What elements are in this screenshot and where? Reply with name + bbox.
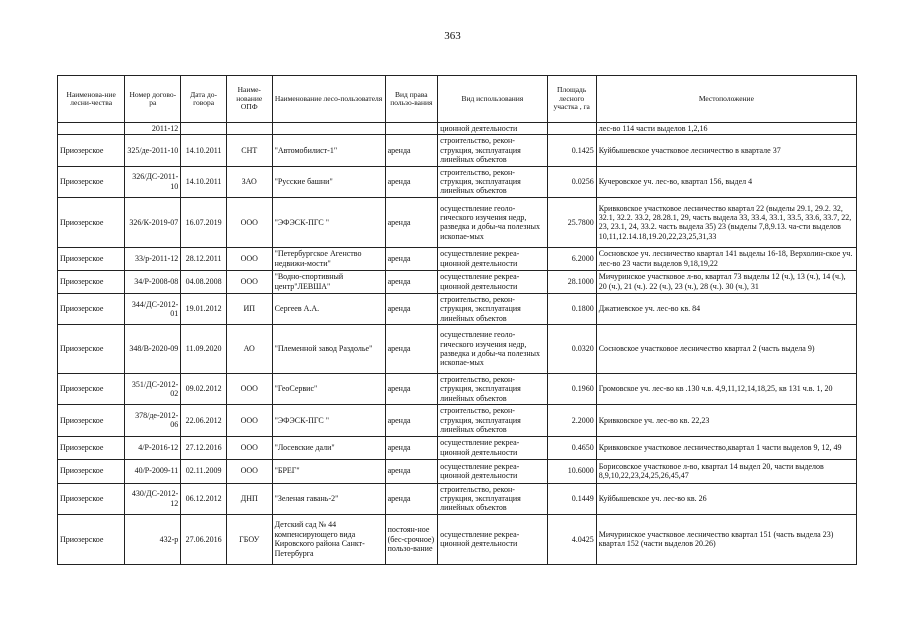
cell-opf: ООО xyxy=(226,405,272,436)
cell-area: 25.7800 xyxy=(547,197,596,247)
cell-forestry: Приозерское xyxy=(58,270,125,293)
cell-opf: СНТ xyxy=(226,135,272,166)
cell-forest-user: Детский сад № 44 компенсирующего вида Кировского района Санкт-Петербурга xyxy=(272,514,385,564)
cell-contract-date: 06.12.2012 xyxy=(181,483,227,514)
cell-contract-date: 27.12.2016 xyxy=(181,436,227,459)
cell-opf: ИП xyxy=(226,293,272,324)
cell-forestry: Приозерское xyxy=(58,247,125,270)
cell-opf: ДНП xyxy=(226,483,272,514)
lease-register-table xyxy=(57,75,857,565)
cell-right-type: аренда xyxy=(385,459,438,483)
cell-area: 0.0320 xyxy=(547,325,596,374)
cell-forestry: Приозерское xyxy=(58,293,125,324)
cell-contract-date: 14.10.2011 xyxy=(181,135,227,166)
table-row xyxy=(58,247,857,270)
cell-area: 28.1000 xyxy=(547,270,596,293)
cell-contract-number: 325/де-2011-10 xyxy=(125,135,181,166)
cell-use-type: осуществление рекреа-ционной деятельности xyxy=(438,459,548,483)
cell-forestry: Приозерское xyxy=(58,135,125,166)
cell-forest-user: "Водно-спортивный центр"ЛЕВША" xyxy=(272,270,385,293)
cell-location: Кучеровское уч. лес-во, квартал 156, выдел 4 xyxy=(596,166,856,197)
cell-right-type: аренда xyxy=(385,405,438,436)
cell-use-type: строительство, рекон-струкция, эксплуатация линейных объектов xyxy=(438,293,548,324)
page-number: 363 xyxy=(444,30,461,42)
cell-contract-number: 351/ДС-2012-02 xyxy=(125,374,181,405)
cell-forestry: Приозерское xyxy=(58,459,125,483)
cell-forest-user: "БРЕГ" xyxy=(272,459,385,483)
cell-forest-user: "Автомобилист-1" xyxy=(272,135,385,166)
cell-location: Куйбышевское уч. лес-во кв. 26 xyxy=(596,483,856,514)
cell-opf: ООО xyxy=(226,270,272,293)
header-location: Местоположение xyxy=(596,76,856,123)
cell-use-type: строительство, рекон-струкция, эксплуатация линейных объектов xyxy=(438,166,548,197)
cell-area: 10.6000 xyxy=(547,459,596,483)
cell-right-type: аренда xyxy=(385,135,438,166)
cell-contract-number: 326/К-2019-07 xyxy=(125,197,181,247)
cell-contract-date: 14.10.2011 xyxy=(181,166,227,197)
table-row xyxy=(58,293,857,324)
cell-forestry: Приозерское xyxy=(58,436,125,459)
cell-location: Мичуринское участковое лесничество квартал 151 (часть выдела 23) квартал 152 (части выделов 20.26) xyxy=(596,514,856,564)
cell-use-type: осуществление геоло-гического изучения недр, разведка и добы-ча полезных ископае-мых xyxy=(438,325,548,374)
cell-right-type: аренда xyxy=(385,374,438,405)
cell-forest-user: "Лосевские дали" xyxy=(272,436,385,459)
cell-opf: ООО xyxy=(226,459,272,483)
cell-contract-number: 378/де-2012-06 xyxy=(125,405,181,436)
cell-area: 4.0425 xyxy=(547,514,596,564)
cell-contract-date: 19.01.2012 xyxy=(181,293,227,324)
cell-forest-user: "Петербургское Агенство недвижи-мости" xyxy=(272,247,385,270)
header-opf: Наиме-нование ОПФ xyxy=(226,76,272,123)
cell-opf: АО xyxy=(226,325,272,374)
cell-right-type: аренда xyxy=(385,197,438,247)
cell-forest-user: "Русские башни" xyxy=(272,166,385,197)
cell-use-type: осуществление рекреа-ционной деятельности xyxy=(438,270,548,293)
table-row xyxy=(58,123,857,135)
cell-right-type: аренда xyxy=(385,270,438,293)
cell-use-type: ционной деятельности xyxy=(438,123,548,135)
cell-location: Кривковское участковое лесничество квартал 22 (выделы 29.1, 29.2. 32, 32.1, 32.2. 33.2, 28.28.1, 29, часть выдела 33, 33.4, 33.1, 33.5, 33.6, 33.7, 22, 23, 23.1, 24, 33.2. часть выдела 35) 23 (выделы 7,8,9.13. ча-сти выделов 10,11,12.14.18,19.20,22,23,25,31,33 xyxy=(596,197,856,247)
cell-opf: ООО xyxy=(226,436,272,459)
cell-contract-date xyxy=(181,123,227,135)
cell-location: Джатиевское уч. лес-во кв. 84 xyxy=(596,293,856,324)
table-row xyxy=(58,135,857,166)
cell-location: Кривковское участковое лесничество,квартал 1 части выделов 9, 12, 49 xyxy=(596,436,856,459)
cell-location: Сосновское уч. лесничество квартал 141 выделы 16-18, Верхолин-ское уч. лес-во 23 части выделов 9,18,19,22 xyxy=(596,247,856,270)
header-forestry: Наименова-ние лесни-чества xyxy=(58,76,125,123)
cell-contract-date: 02.11.2009 xyxy=(181,459,227,483)
cell-right-type: аренда xyxy=(385,166,438,197)
cell-forestry: Приозерское xyxy=(58,197,125,247)
cell-forest-user: "ГеоСервис" xyxy=(272,374,385,405)
cell-forest-user: "ЭФЭСК-ПГС " xyxy=(272,197,385,247)
cell-use-type: осуществление рекреа-ционной деятельности xyxy=(438,247,548,270)
cell-location: Сосновское участковое лесничество квартал 2 (часть выдела 9) xyxy=(596,325,856,374)
cell-location: Куйбышевское участковое лесничество в квартале 37 xyxy=(596,135,856,166)
cell-opf: ООО xyxy=(226,197,272,247)
cell-use-type: строительство, рекон-струкция, эксплуатация линейных объектов xyxy=(438,483,548,514)
cell-forestry: Приозерское xyxy=(58,405,125,436)
table-header-row xyxy=(58,76,857,123)
cell-right-type: аренда xyxy=(385,436,438,459)
table-row xyxy=(58,197,857,247)
cell-contract-number: 40/Р-2009-11 xyxy=(125,459,181,483)
cell-contract-number: 2011-12 xyxy=(125,123,181,135)
cell-contract-number: 33/р-2011-12 xyxy=(125,247,181,270)
header-use-type: Вид использования xyxy=(438,76,548,123)
header-contract-date: Дата до-говора xyxy=(181,76,227,123)
cell-right-type: аренда xyxy=(385,325,438,374)
table-row xyxy=(58,483,857,514)
cell-area: 0.4650 xyxy=(547,436,596,459)
cell-forestry: Приозерское xyxy=(58,166,125,197)
cell-forestry xyxy=(58,123,125,135)
cell-right-type xyxy=(385,123,438,135)
cell-contract-date: 11.09.2020 xyxy=(181,325,227,374)
cell-use-type: осуществление рекреа-ционной деятельности xyxy=(438,436,548,459)
cell-forestry: Приозерское xyxy=(58,514,125,564)
cell-contract-date: 28.12.2011 xyxy=(181,247,227,270)
cell-location: лес-во 114 части выделов 1,2,16 xyxy=(596,123,856,135)
cell-right-type: аренда xyxy=(385,293,438,324)
cell-area: 6.2000 xyxy=(547,247,596,270)
cell-forestry: Приозерское xyxy=(58,325,125,374)
cell-contract-number: 348/В-2020-09 xyxy=(125,325,181,374)
cell-area: 0.1960 xyxy=(547,374,596,405)
table-row xyxy=(58,514,857,564)
cell-area: 0.1425 xyxy=(547,135,596,166)
table-row xyxy=(58,374,857,405)
table-row xyxy=(58,325,857,374)
cell-location: Громовское уч. лес-во кв .130 ч.в. 4,9,11,12,14,18,25, кв 131 ч.в. 1, 20 xyxy=(596,374,856,405)
cell-opf: ЗАО xyxy=(226,166,272,197)
cell-contract-number: 430/ДС-2012-12 xyxy=(125,483,181,514)
cell-forest-user: Сергеев А.А. xyxy=(272,293,385,324)
cell-contract-date: 16.07.2019 xyxy=(181,197,227,247)
cell-contract-number: 4/Р-2016-12 xyxy=(125,436,181,459)
cell-forest-user: "ЭФЭСК-ПГС " xyxy=(272,405,385,436)
cell-opf: ООО xyxy=(226,247,272,270)
cell-contract-number: 432-р xyxy=(125,514,181,564)
header-contract-number: Номер догово-ра xyxy=(125,76,181,123)
cell-location: Кривковское уч. лес-во кв. 22,23 xyxy=(596,405,856,436)
header-area: Площадь лесного участка , га xyxy=(547,76,596,123)
cell-contract-number: 326/ДС-2011-10 xyxy=(125,166,181,197)
cell-location: Мичуринское участковое л-во, квартал 73 выделы 12 (ч.), 13 (ч.), 14 (ч.), 20 (ч.), 21 (ч.). 22 (ч.), 23 (ч.), 28 (ч.). 30 (ч.), 31 xyxy=(596,270,856,293)
cell-opf: ГБОУ xyxy=(226,514,272,564)
cell-area: 0.0256 xyxy=(547,166,596,197)
cell-right-type: аренда xyxy=(385,247,438,270)
cell-contract-number: 34/Р-2008-08 xyxy=(125,270,181,293)
table-row xyxy=(58,459,857,483)
cell-forestry: Приозерское xyxy=(58,483,125,514)
cell-use-type: строительство, рекон-струкция, эксплуатация линейных объектов xyxy=(438,405,548,436)
table-body xyxy=(58,123,857,565)
table-row xyxy=(58,405,857,436)
cell-contract-date: 09.02.2012 xyxy=(181,374,227,405)
cell-forestry: Приозерское xyxy=(58,374,125,405)
cell-location: Борисовское участковое л-во, квартал 14 выдел 20, части выделов 8,9,10,22,23,24,25,26,45,47 xyxy=(596,459,856,483)
cell-forest-user: "Зеленая гавань-2" xyxy=(272,483,385,514)
cell-contract-number: 344/ДС-2012-01 xyxy=(125,293,181,324)
cell-opf xyxy=(226,123,272,135)
cell-area: 0.1449 xyxy=(547,483,596,514)
cell-right-type: аренда xyxy=(385,483,438,514)
cell-contract-date: 27.06.2016 xyxy=(181,514,227,564)
header-right-type: Вид права пользо-вания xyxy=(385,76,438,123)
cell-area: 2.2000 xyxy=(547,405,596,436)
cell-right-type: постоян-ное (бес-срочное) пользо-вание xyxy=(385,514,438,564)
cell-area: 0.1800 xyxy=(547,293,596,324)
cell-use-type: осуществление рекреа-ционной деятельности xyxy=(438,514,548,564)
cell-contract-date: 04.08.2008 xyxy=(181,270,227,293)
cell-forest-user xyxy=(272,123,385,135)
cell-area xyxy=(547,123,596,135)
cell-opf: ООО xyxy=(226,374,272,405)
header-forest-user: Наименование лесо-пользователя xyxy=(272,76,385,123)
cell-forest-user: "Племенной завод Раздолье" xyxy=(272,325,385,374)
table-row xyxy=(58,436,857,459)
table-row xyxy=(58,166,857,197)
cell-contract-date: 22.06.2012 xyxy=(181,405,227,436)
cell-use-type: строительство, рекон-струкция, эксплуатация линейных объектов xyxy=(438,374,548,405)
cell-use-type: осуществление геоло-гического изучения недр, разведка и добы-ча полезных ископае-мых xyxy=(438,197,548,247)
cell-use-type: строительство, рекон-струкция, эксплуатация линейных объектов xyxy=(438,135,548,166)
table-row xyxy=(58,270,857,293)
